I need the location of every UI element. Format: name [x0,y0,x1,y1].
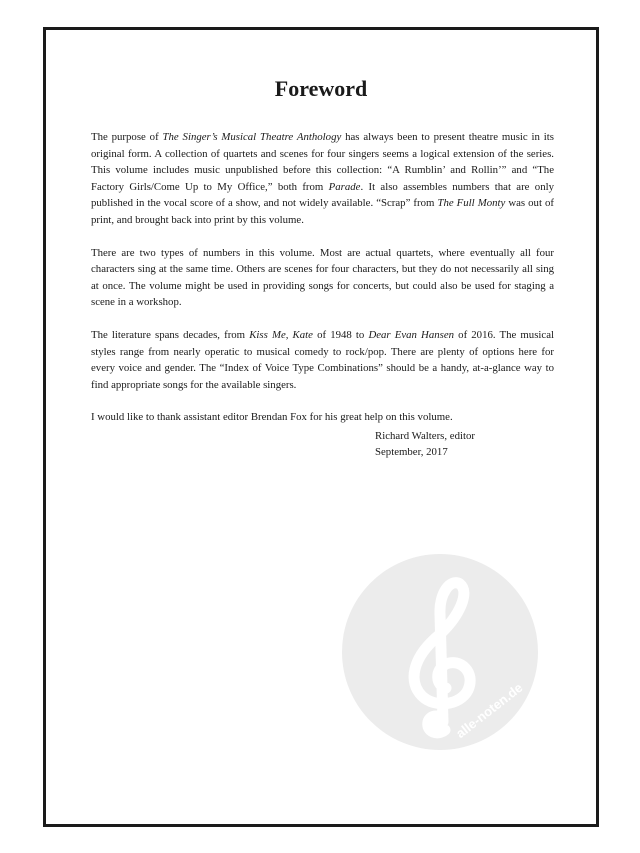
page-frame [43,27,599,827]
text-run: . It also assembles numbers that are only published in the vocal score of a show, and not widely available. “Scrap” from [91,180,555,210]
text-run: There are two types of numbers in this volume. Most are actual quartets, where eventually all four characters sing at the same time. Others are scenes for four characters, but they do not necessarily all sing at once. The volume might be used in providing songs for concerts, but could also be used for staging a scene in a workshop. [91,246,554,309]
treble-clef-icon [342,554,538,750]
show-title: Parade [328,180,361,193]
foreword-body [91,129,554,442]
text-run: The purpose of [91,131,163,143]
watermark-text: alle-noten.de [453,679,526,742]
text-run: has always been to present theatre music in its original form. A collection of quartets and scenes for four singers seems a logical extension of the series. This volume includes music unpublished before this collection: “A Rumblin’ and Rollin’” and “The Factory Girls/Come Up to My Office,” both from [91,131,554,193]
page-title: Foreword [274,76,368,101]
show-title: Dear Evan Hansen [368,328,455,341]
book-title: The Singer’s Musical Theatre Anthology [162,131,342,143]
show-title: The Full Monty [437,197,506,210]
watermark [342,554,538,750]
paragraph-1 [91,129,554,229]
text-run: of 1948 to [312,328,369,341]
paragraph-4 [91,409,554,426]
show-title: Kiss Me, Kate [249,328,313,341]
text-run: of 2016. The musical styles range from nearly operatic to musical comedy to rock/pop. There are plenty of options here for every voice and gender. The “Index of Voice Type Combinations” should be a handy, at-a-glance way to find appropriate songs for the available singers. [91,328,554,391]
signature-date: September, 2017 [375,445,448,458]
paragraph-2 [91,245,554,311]
signature-block [375,429,475,460]
editor-name: Richard Walters, editor [375,430,475,442]
text-run: The literature spans decades, from [91,328,250,341]
text-run: I would like to thank assistant editor Brendan Fox for his great help on this volume. [91,411,453,424]
text-run: was out of print, and brought back into print by this volume. [91,197,554,226]
paragraph-3 [91,327,554,393]
